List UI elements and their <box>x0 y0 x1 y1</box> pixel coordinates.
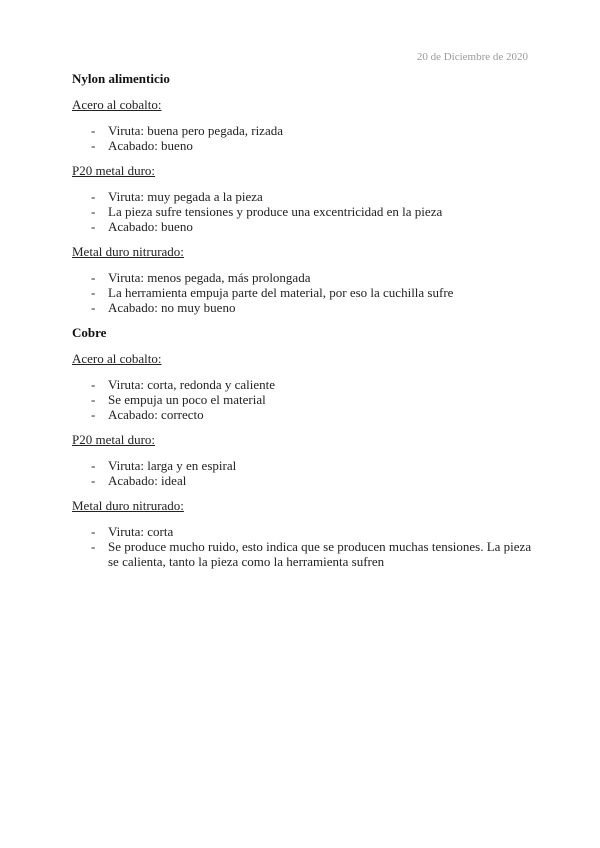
list-item-text: Viruta: corta, redonda y caliente <box>108 377 276 392</box>
subsection-nitrurado <box>72 498 532 569</box>
document-body <box>72 71 532 579</box>
list-item <box>72 458 532 473</box>
subsection-title: P20 metal duro: <box>72 432 156 447</box>
list-item-text: Viruta: muy pegada a la pieza <box>108 189 263 204</box>
subsection-title: Metal duro nitrurado: <box>72 244 184 259</box>
subsection-acero-cobalto <box>72 97 532 153</box>
dash-marker: - <box>91 285 96 300</box>
subsection-title: Metal duro nitrurado: <box>72 498 184 513</box>
list-item-text: Viruta: larga y en espiral <box>108 458 237 473</box>
dash-marker: - <box>91 189 96 204</box>
list-item-text: Acabado: correcto <box>108 407 204 422</box>
list-item <box>72 473 532 488</box>
list-item <box>72 285 532 300</box>
list-item <box>72 300 532 315</box>
list-item-text: Se empuja un poco el material <box>108 392 266 407</box>
dash-marker: - <box>91 138 96 153</box>
subsection-title: Acero al cobalto: <box>72 97 162 112</box>
list-item-text: Viruta: corta <box>108 524 174 539</box>
dash-marker: - <box>91 377 96 392</box>
list-item <box>72 138 532 153</box>
dash-marker: - <box>91 270 96 285</box>
dash-marker: - <box>91 458 96 473</box>
dash-marker: - <box>91 300 96 315</box>
list-item-text: Acabado: ideal <box>108 473 187 488</box>
section-nylon <box>72 71 532 315</box>
list-item <box>72 539 532 569</box>
list-item <box>72 219 532 234</box>
bullet-list <box>72 377 532 422</box>
list-item <box>72 270 532 285</box>
list-item <box>72 524 532 539</box>
dash-marker: - <box>91 123 96 138</box>
dash-marker: - <box>91 524 96 539</box>
bullet-list <box>72 189 532 234</box>
list-item-text: Viruta: menos pegada, más prolongada <box>108 270 311 285</box>
list-item <box>72 123 532 138</box>
list-item-text: Acabado: bueno <box>108 138 193 153</box>
list-item <box>72 377 532 392</box>
list-item <box>72 392 532 407</box>
list-item-text: Acabado: bueno <box>108 219 193 234</box>
subsection-title: Acero al cobalto: <box>72 351 162 366</box>
section-title: Nylon alimenticio <box>72 71 170 86</box>
subsection-nitrurado <box>72 244 532 315</box>
subsection-p20 <box>72 163 532 234</box>
dash-marker: - <box>91 539 96 554</box>
bullet-list <box>72 123 532 153</box>
dash-marker: - <box>91 392 96 407</box>
bullet-list <box>72 270 532 315</box>
dash-marker: - <box>91 219 96 234</box>
dash-marker: - <box>91 473 96 488</box>
section-title: Cobre <box>72 325 107 340</box>
dash-marker: - <box>91 204 96 219</box>
list-item-text: Se produce mucho ruido, esto indica que se producen muchas tensiones. La pieza se calienta, tanto la pieza como la herramienta sufren <box>108 539 532 569</box>
dash-marker: - <box>91 407 96 422</box>
subsection-title: P20 metal duro: <box>72 163 156 178</box>
bullet-list <box>72 458 532 488</box>
bullet-list <box>72 524 532 569</box>
list-item-text: Viruta: buena pero pegada, rizada <box>108 123 283 138</box>
section-cobre <box>72 325 532 569</box>
subsection-p20 <box>72 432 532 488</box>
list-item-text: La pieza sufre tensiones y produce una excentricidad en la pieza <box>108 204 443 219</box>
subsection-acero-cobalto <box>72 351 532 422</box>
list-item <box>72 189 532 204</box>
document-date: 20 de Diciembre de 2020 <box>416 51 528 63</box>
list-item <box>72 204 532 219</box>
list-item-text: La herramienta empuja parte del material, por eso la cuchilla sufre <box>108 285 454 300</box>
list-item <box>72 407 532 422</box>
list-item-text: Acabado: no muy bueno <box>108 300 236 315</box>
